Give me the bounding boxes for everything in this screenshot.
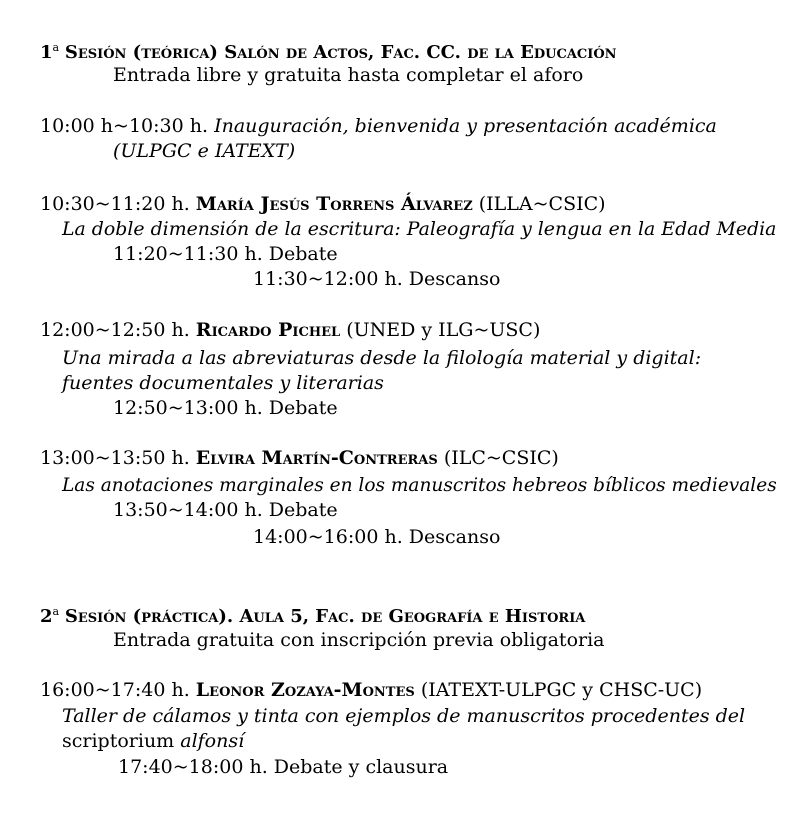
talk-1-line [40,193,606,215]
talk-3-affiliation: (ILC~CSIC) [443,447,559,469]
talk-4-title-line1: Taller de cálamos y tinta con ejemplos de manuscritos procedentes del [62,705,746,727]
opening-title: Inauguración, bienvenida y presentación académica [214,115,717,137]
session1-heading-text: Sesión (teórica) Salón de Actos, Fac. CC. de la Educación [64,42,617,63]
session1-number: 1 [40,42,53,63]
session2-subtitle: Entrada gratuita con inscripción previa obligatoria [113,629,605,651]
session2-heading [40,601,585,628]
break-2: 14:00~16:00 h. Descanso [253,526,501,548]
talk-4-line [40,679,702,701]
talk-3-line [40,447,559,469]
talk-1-speaker: María Jesús Torrens Álvarez [195,193,473,215]
talk-4-speaker: Leonor Zozaya-Montes [195,679,415,701]
session1-subtitle: Entrada libre y gratuita hasta completar el aforo [113,64,584,86]
talk-3-debate: 13:50~14:00 h. Debate [113,499,338,521]
talk-4-title-line2 [62,730,244,752]
talk-1-time: 10:30~11:20 h. [40,193,190,215]
talk-2-line [40,319,540,341]
talk-3-title: Las anotaciones marginales en los manuscritos hebreos bíblicos medievales [62,474,777,496]
talk-1-title: La doble dimensión de la escritura: Paleografía y lengua en la Edad Media [62,218,777,240]
closing: 17:40~18:00 h. Debate y clausura [118,756,449,778]
session2-number: 2 [40,606,53,627]
talk-4-title-plain: scriptorium [62,730,175,752]
talk-4-title-italic: alfonsí [180,730,245,752]
talk-2-speaker: Ricardo Pichel [195,319,341,341]
talk-2-time: 12:00~12:50 h. [40,319,190,341]
talk-1-debate: 11:20~11:30 h. Debate [113,243,338,265]
session2-ordinal: a [52,605,60,618]
opening-time: 10:00 h~10:30 h. [40,115,209,137]
opening-line [40,115,717,137]
talk-3-time: 13:00~13:50 h. [40,447,190,469]
session1-heading [40,37,617,64]
talk-2-debate: 12:50~13:00 h. Debate [113,397,338,419]
opening-title-line2: (ULPGC e IATEXT) [113,140,296,162]
talk-2-affiliation: (UNED y ILG~USC) [346,319,541,341]
talk-2-title-line2: fuentes documentales y literarias [62,372,384,394]
talk-4-time: 16:00~17:40 h. [40,679,190,701]
break-1: 11:30~12:00 h. Descanso [253,268,501,290]
session2-heading-text: Sesión (práctica). Aula 5, Fac. de Geografía e Historia [64,606,586,627]
talk-3-speaker: Elvira Martín-Contreras [195,447,438,469]
talk-4-affiliation: (IATEXT-ULPGC y CHSC-UC) [420,679,703,701]
session1-ordinal: a [52,41,60,54]
talk-1-affiliation: (ILLA~CSIC) [478,193,606,215]
talk-2-title-line1: Una mirada a las abreviaturas desde la filología material y digital: [62,347,702,369]
